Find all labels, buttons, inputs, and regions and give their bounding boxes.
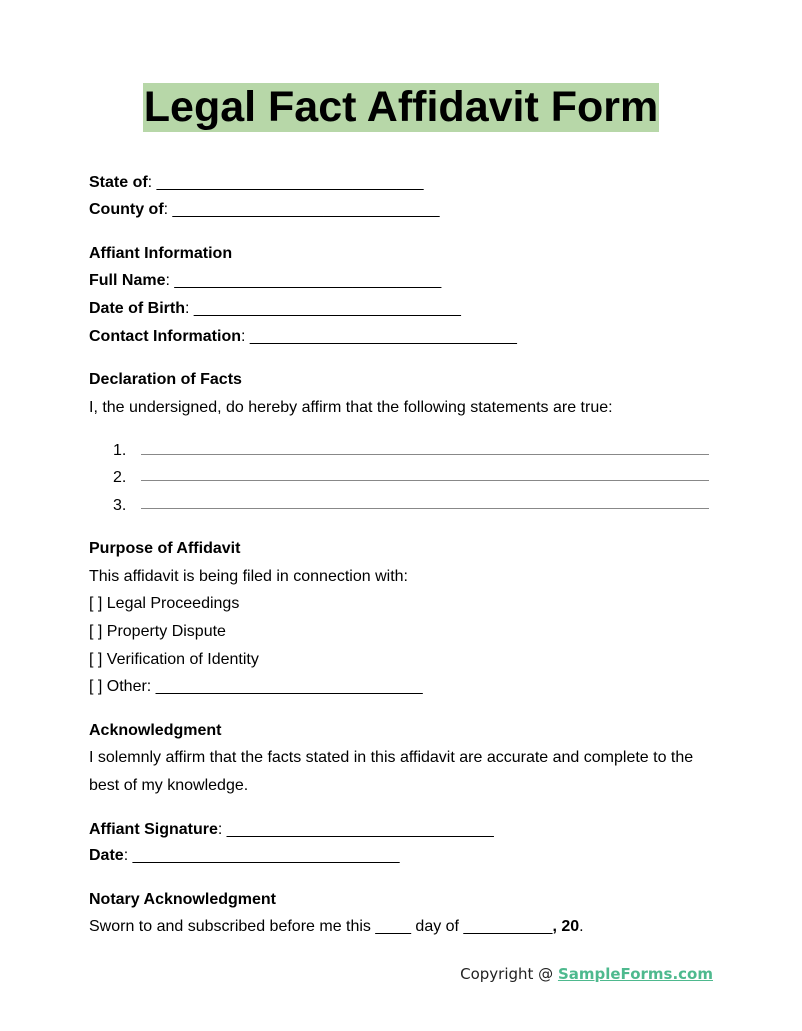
dob-blank[interactable]: ______________________________: [193, 300, 461, 317]
fact-line-3[interactable]: [141, 508, 709, 509]
date-label: Date: [89, 847, 124, 864]
purpose-option-other[interactable]: [89, 677, 423, 697]
purpose-intro: This affidavit is being filed in connection with:: [89, 568, 408, 585]
county-field: County of: ______________________________: [89, 201, 440, 218]
county-blank[interactable]: ______________________________: [172, 201, 440, 218]
other-label: [ ] Other:: [89, 678, 156, 695]
full-name-label: Full Name: [89, 272, 166, 289]
dob-label: Date of Birth: [89, 300, 185, 317]
acknowledgment-heading: Acknowledgment: [89, 722, 222, 739]
declaration-heading: Declaration of Facts: [89, 371, 242, 388]
state-label: State of: [89, 174, 148, 191]
state-field: State of: ______________________________: [89, 174, 424, 191]
title-container: [0, 83, 802, 132]
purpose-heading: Purpose of Affidavit: [89, 540, 241, 557]
date-field: Date: ______________________________: [89, 847, 400, 864]
brand-link[interactable]: SampleForms.com: [557, 965, 713, 983]
fact-number-2: 2.: [113, 469, 127, 486]
notary-heading: Notary Acknowledgment: [89, 891, 276, 908]
county-label: County of: [89, 201, 164, 218]
fact-line-1[interactable]: [141, 454, 709, 455]
date-blank[interactable]: ______________________________: [132, 847, 400, 864]
purpose-option-identity[interactable]: [ ] Verification of Identity: [89, 651, 259, 668]
notary-year-label: , 20: [552, 918, 580, 935]
purpose-option-property[interactable]: [ ] Property Dispute: [89, 623, 226, 640]
page-title: Legal Fact Affidavit Form: [143, 83, 659, 131]
copyright: [460, 964, 713, 984]
signature-field: Affiant Signature: ______________________________: [89, 821, 494, 838]
full-name-field: Full Name: ______________________________: [89, 272, 442, 289]
acknowledgment-text-1: I solemnly affirm that the facts stated in this affidavit are accurate and complete to the: [89, 749, 694, 766]
copyright-prefix: Copyright @: [460, 965, 558, 983]
signature-blank[interactable]: ______________________________: [226, 821, 494, 838]
notary-text: Sworn to and subscribed before me this ____ day of __________, 20.: [89, 918, 584, 935]
fact-line-2[interactable]: [141, 480, 709, 481]
acknowledgment-text-2: best of my knowledge.: [89, 777, 249, 794]
dob-field: Date of Birth: ______________________________: [89, 300, 461, 317]
state-blank[interactable]: ______________________________: [156, 174, 424, 191]
purpose-option-legal[interactable]: [ ] Legal Proceedings: [89, 595, 240, 612]
signature-label: Affiant Signature: [89, 821, 218, 838]
contact-blank[interactable]: ______________________________: [249, 328, 517, 345]
fact-number-1: 1.: [113, 442, 127, 459]
declaration-intro: I, the undersigned, do hereby affirm that the following statements are true:: [89, 399, 613, 416]
contact-field: Contact Information: ______________________________: [89, 328, 517, 345]
other-blank[interactable]: ______________________________: [155, 678, 423, 695]
notary-sworn-text: Sworn to and subscribed before me this ____ day of __________: [89, 918, 553, 935]
fact-number-3: 3.: [113, 497, 127, 514]
full-name-blank[interactable]: ______________________________: [174, 272, 442, 289]
affiant-heading: Affiant Information: [89, 245, 233, 262]
contact-label: Contact Information: [89, 328, 241, 345]
